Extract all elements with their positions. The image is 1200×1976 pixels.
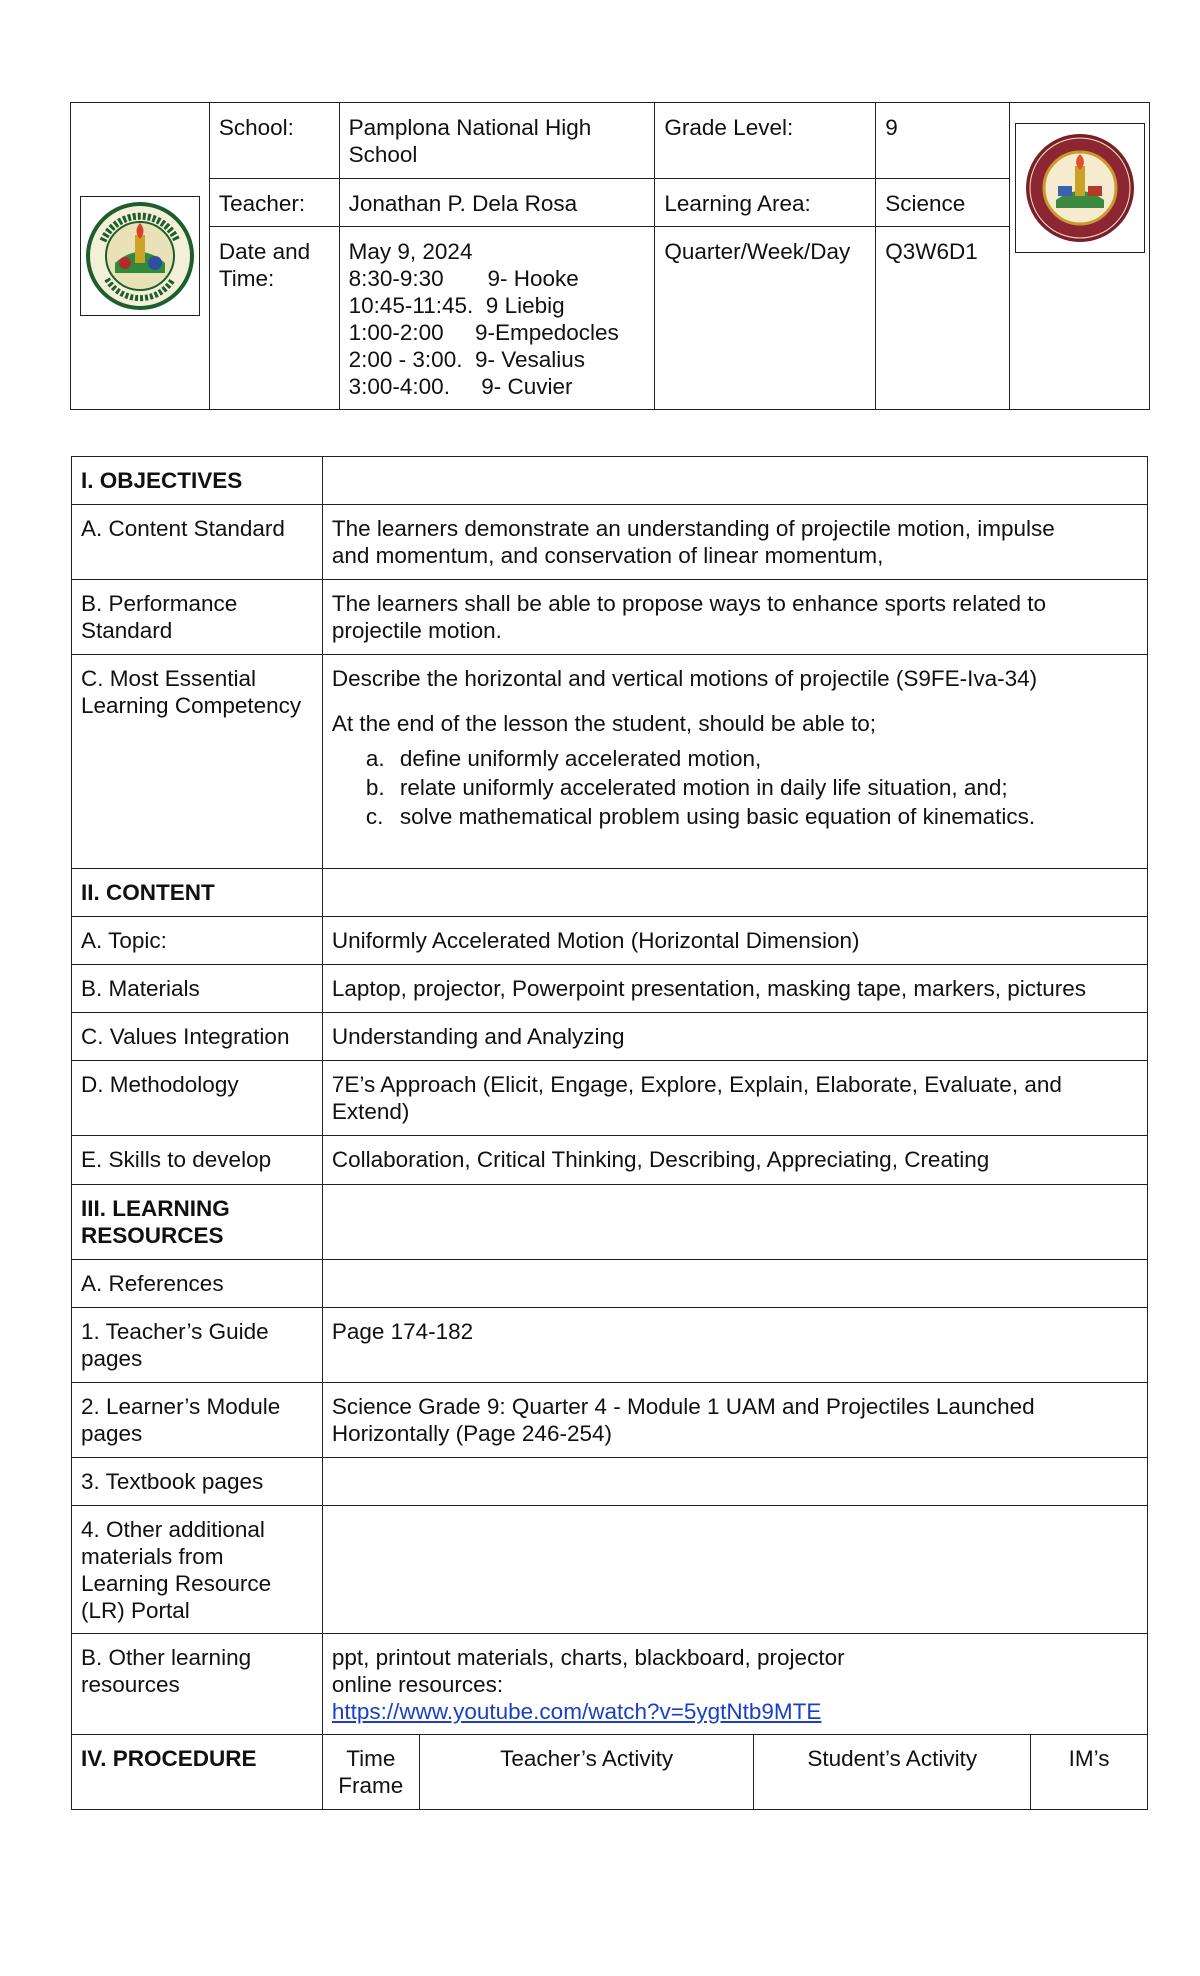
grade-value: 9 — [876, 103, 1010, 179]
learning-area-label: Learning Area: — [655, 179, 876, 227]
header-table — [70, 102, 1150, 410]
teachers-guide-value: Page 174-182 — [322, 1308, 1147, 1383]
quarter-week-day-label: Quarter/Week/Day — [655, 227, 876, 410]
materials-value: Laptop, projector, Powerpoint presentation, masking tape, markers, pictures — [322, 965, 1147, 1013]
references-label: A. References — [72, 1260, 323, 1308]
procedure-heading: IV. PROCEDURE — [72, 1735, 323, 1810]
schedule-line: 2:00 - 3:00. 9- Vesalius — [348, 347, 586, 372]
ims-header: IM’s — [1031, 1735, 1148, 1810]
school-label: School: — [209, 103, 339, 179]
values-label: C. Values Integration — [72, 1013, 323, 1061]
teachers-activity-header: Teacher’s Activity — [419, 1735, 754, 1810]
list-item: a. define uniformly accelerated motion, — [365, 746, 762, 771]
schedule-line: 3:00-4:00. 9- Cuvier — [348, 374, 573, 399]
melc-label: C. Most Essential Learning Competency — [72, 655, 323, 869]
skills-value: Collaboration, Critical Thinking, Describing, Appreciating, Creating — [322, 1136, 1147, 1185]
date-time-label: Date and Time: — [209, 227, 339, 410]
schedule-line: 10:45-11:45. 9 Liebig — [348, 293, 565, 318]
division-seal-icon — [85, 201, 195, 311]
content-standard-text: The learners demonstrate an understanding of projectile motion, impulse and momentum, and conservation of linear momentum, — [322, 505, 1147, 580]
division-seal — [80, 196, 200, 316]
lesson-plan-table — [71, 456, 1148, 1810]
content-heading: II. CONTENT — [72, 869, 323, 917]
quarter-week-day-value: Q3W6D1 — [876, 227, 1010, 410]
school-logo-cell — [1010, 103, 1150, 410]
skills-label: E. Skills to develop — [72, 1136, 323, 1185]
topic-value: Uniformly Accelerated Motion (Horizontal Dimension) — [322, 917, 1147, 965]
teachers-guide-label: 1. Teacher’s Guide pages — [72, 1308, 323, 1383]
school-seal-icon — [1022, 130, 1138, 246]
school-seal — [1015, 123, 1145, 253]
youtube-link[interactable]: https://www.youtube.com/watch?v=5ygtNtb9MTE — [331, 1699, 822, 1724]
topic-label: A. Topic: — [72, 917, 323, 965]
performance-standard-label: B. Performance Standard — [72, 580, 323, 655]
schedule-line: 8:30-9:30 9- Hooke — [348, 266, 579, 291]
learners-module-label: 2. Learner’s Module pages — [72, 1383, 323, 1458]
list-item: b. relate uniformly accelerated motion in daily life situation, and; — [365, 775, 1008, 800]
learning-area-value: Science — [876, 179, 1010, 227]
other-learning-resources-value: ppt, printout materials, charts, blackboard, projector online resources: https://www.youtube.com/watch?v=5ygtNtb9MTE — [322, 1634, 1147, 1735]
teacher-value: Jonathan P. Dela Rosa — [339, 179, 655, 227]
melc-text: Describe the horizontal and vertical motions of projectile (S9FE-Iva-34) At the end of the lesson the student, should be able to; a. define uniformly accelerated motion, b. relate uniformly accelerated motion in daily life situation, and; c. solve mathematical problem using basic equation of kinematics. — [322, 655, 1147, 869]
teacher-label: Teacher: — [209, 179, 339, 227]
learning-resources-heading: III. LEARNING RESOURCES — [72, 1185, 323, 1260]
textbook-label: 3. Textbook pages — [72, 1458, 323, 1506]
students-activity-header: Student’s Activity — [754, 1735, 1031, 1810]
content-standard-label: A. Content Standard — [72, 505, 323, 580]
division-logo-cell — [71, 103, 210, 410]
materials-label: B. Materials — [72, 965, 323, 1013]
list-item: c. solve mathematical problem using basic equation of kinematics. — [365, 804, 1036, 829]
school-value: Pamplona National High School — [339, 103, 655, 179]
schedule-line: 1:00-2:00 9-Empedocles — [348, 320, 619, 345]
values-value: Understanding and Analyzing — [322, 1013, 1147, 1061]
objectives-heading: I. OBJECTIVES — [72, 457, 323, 505]
grade-label: Grade Level: — [655, 103, 876, 179]
performance-standard-text: The learners shall be able to propose ways to enhance sports related to projectile motion. — [322, 580, 1147, 655]
learners-module-value: Science Grade 9: Quarter 4 - Module 1 UAM and Projectiles Launched Horizontally (Page 246-254) — [322, 1383, 1147, 1458]
methodology-label: D. Methodology — [72, 1061, 323, 1136]
other-materials-label: 4. Other additional materials from Learning Resource (LR) Portal — [72, 1506, 323, 1634]
methodology-value: 7E’s Approach (Elicit, Engage, Explore, Explain, Elaborate, Evaluate, and Extend) — [322, 1061, 1147, 1136]
objectives-list — [332, 745, 1138, 830]
schedule-line: May 9, 2024 — [348, 239, 473, 264]
time-frame-header: Time Frame — [322, 1735, 419, 1810]
other-learning-resources-label: B. Other learning resources — [72, 1634, 323, 1735]
schedule-cell — [339, 227, 655, 410]
